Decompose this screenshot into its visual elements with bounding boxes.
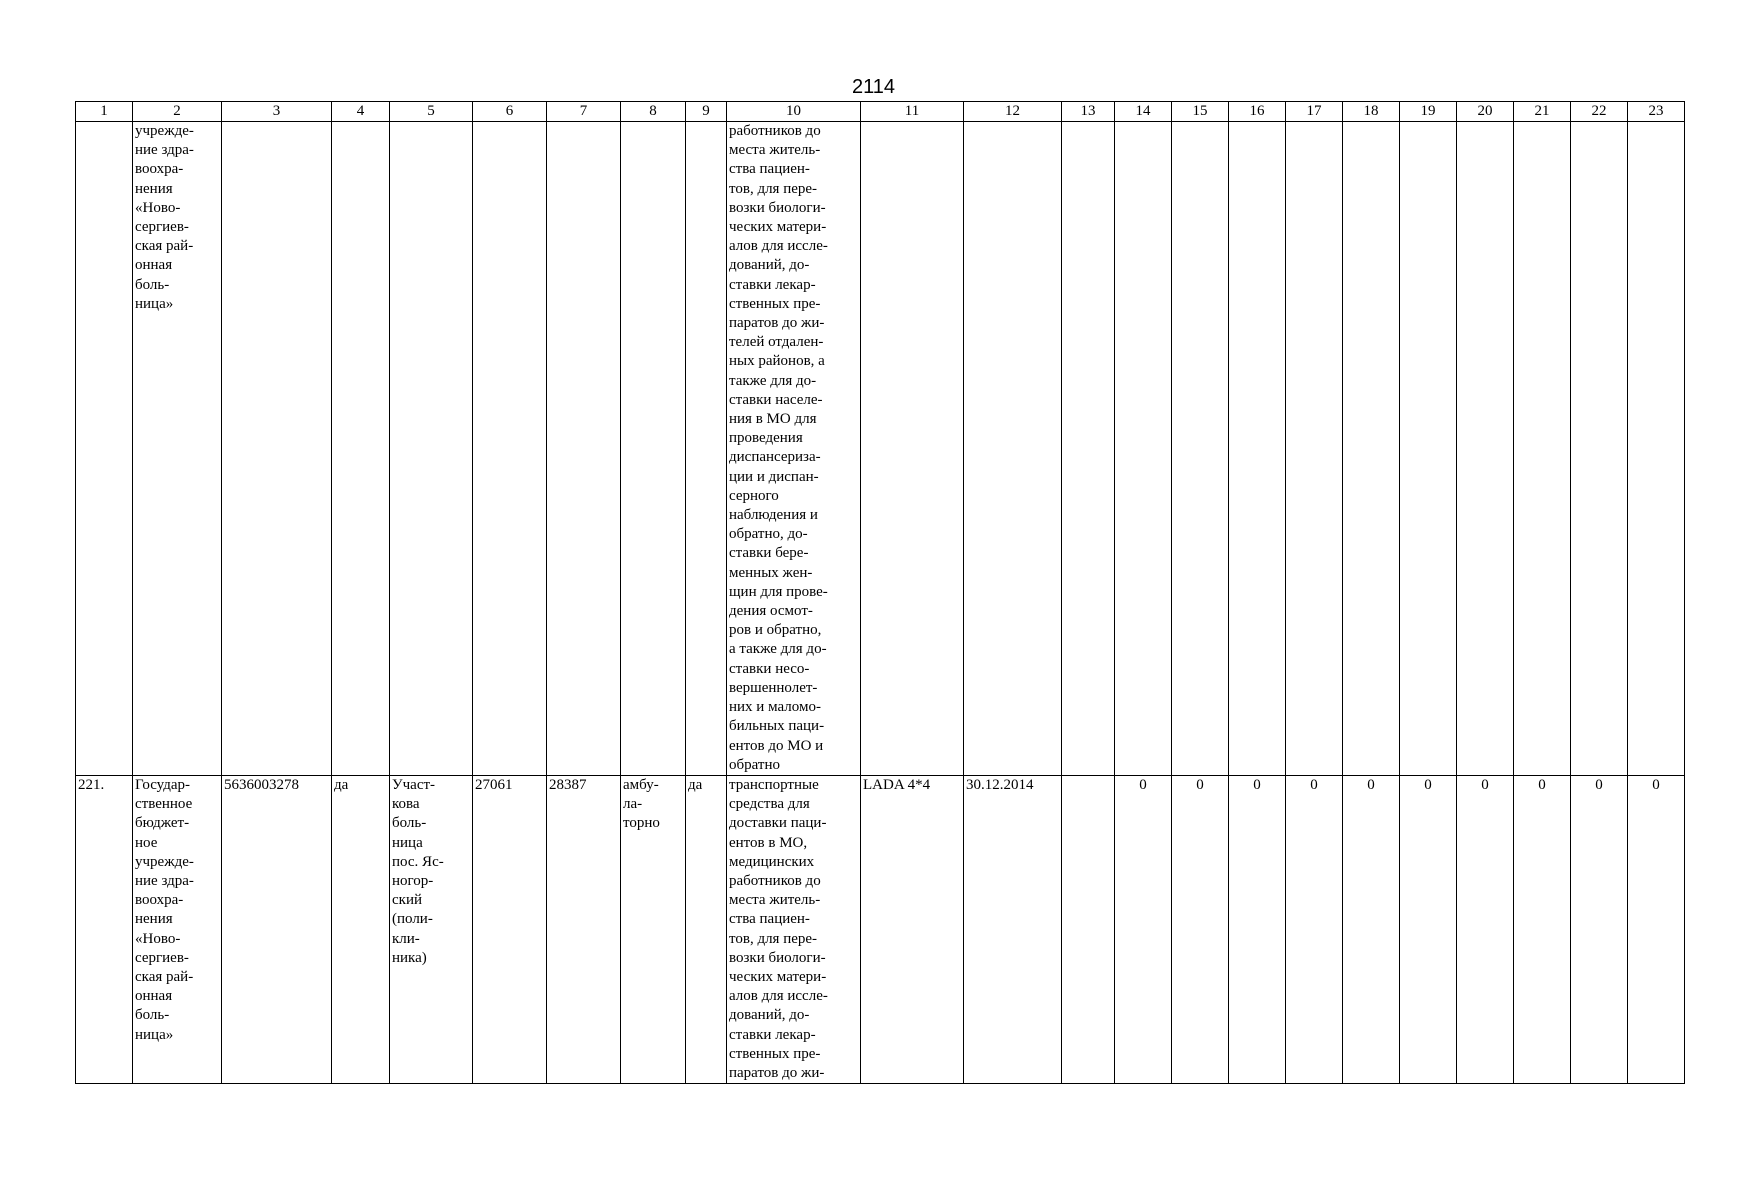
text-line: ния в МО для <box>729 411 817 428</box>
cell-col9: да <box>686 775 727 1083</box>
text-line: ции и диспан- <box>729 468 819 485</box>
text-line: ственных пре- <box>729 295 821 312</box>
text-line: амбу- <box>623 776 659 793</box>
text-line: транспортные <box>729 776 819 793</box>
header-cell: 14 <box>1115 102 1172 122</box>
text-line: «Ново- <box>135 930 181 947</box>
text-line: серного <box>729 487 779 504</box>
text-line: ров и обратно, <box>729 622 822 639</box>
text-line: кли- <box>392 930 420 947</box>
header-cell: 13 <box>1062 102 1115 122</box>
header-cell: 15 <box>1172 102 1229 122</box>
cell-inn: 5636003278 <box>222 775 332 1083</box>
cell-col20: 0 <box>1457 775 1514 1083</box>
header-cell: 2 <box>133 102 222 122</box>
text-line: средства для <box>729 796 810 813</box>
text-line: паратов до жи- <box>729 315 825 332</box>
text-line: а также для до- <box>729 641 827 658</box>
header-row <box>76 102 1685 122</box>
text-line: Участ- <box>392 776 436 793</box>
text-line: ница <box>392 834 423 851</box>
cell-empty <box>1062 122 1115 776</box>
header-cell: 16 <box>1229 102 1286 122</box>
text-line: дения осмот- <box>729 603 813 620</box>
cell-col23: 0 <box>1628 775 1685 1083</box>
text-line: доставки паци- <box>729 815 827 832</box>
header-cell: 18 <box>1343 102 1400 122</box>
text-line: торно <box>623 815 660 832</box>
header-cell: 20 <box>1457 102 1514 122</box>
table-row-221 <box>76 775 1685 1083</box>
cell-empty <box>686 122 727 776</box>
text-line: ентов до МО и <box>729 737 824 754</box>
text-line: боль- <box>135 276 170 293</box>
cell-empty <box>1457 122 1514 776</box>
header-cell: 4 <box>332 102 390 122</box>
cell-col18: 0 <box>1343 775 1400 1083</box>
text-line: диспансериза- <box>729 449 821 466</box>
text-line: (поли- <box>392 911 433 928</box>
cell-empty <box>1115 122 1172 776</box>
text-line: возки биологи- <box>729 199 826 216</box>
cell-col13 <box>1062 775 1115 1083</box>
text-line: ника) <box>392 949 427 966</box>
text-line: ская рай- <box>135 968 194 985</box>
cell-purpose <box>727 122 861 776</box>
cell-empty <box>1628 122 1685 776</box>
text-line: ентов в МО, <box>729 834 808 851</box>
text-line: ства пациен- <box>729 161 810 178</box>
text-line: ский <box>392 892 422 909</box>
text-line: ская рай- <box>135 238 194 255</box>
header-cell: 8 <box>621 102 686 122</box>
cell-institution <box>133 122 222 776</box>
text-line: ние здра- <box>135 142 194 159</box>
cell-number: 221. <box>76 775 133 1083</box>
header-cell: 10 <box>727 102 861 122</box>
text-line: учрежде- <box>135 853 194 870</box>
text-line: боль- <box>135 1007 170 1024</box>
text-line: онная <box>135 257 173 274</box>
text-line: боль- <box>392 815 427 832</box>
cell-empty <box>1400 122 1457 776</box>
header-cell: 21 <box>1514 102 1571 122</box>
cell-empty <box>861 122 964 776</box>
text-line: ставки бере- <box>729 545 809 562</box>
header-cell: 7 <box>547 102 621 122</box>
cell-col17: 0 <box>1286 775 1343 1083</box>
text-line: ставки населе- <box>729 391 823 408</box>
header-cell: 22 <box>1571 102 1628 122</box>
header-cell: 6 <box>473 102 547 122</box>
text-line: «Ново- <box>135 199 181 216</box>
text-line: ства пациен- <box>729 911 810 928</box>
text-line: воохра- <box>135 161 184 178</box>
cell-date: 30.12.2014 <box>964 775 1062 1083</box>
cell-empty <box>1343 122 1400 776</box>
text-line: работников до <box>729 123 821 139</box>
cell-empty <box>1172 122 1229 776</box>
cell-purpose <box>727 775 861 1083</box>
text-line: возки биологи- <box>729 949 826 966</box>
text-line: ческих матери- <box>729 219 827 236</box>
cell-empty <box>332 122 390 776</box>
header-cell: 19 <box>1400 102 1457 122</box>
text-line: ческих матери- <box>729 968 827 985</box>
text-line: ное <box>135 834 158 851</box>
cell-empty <box>964 122 1062 776</box>
text-line: алов для иссле- <box>729 988 828 1005</box>
header-cell: 12 <box>964 102 1062 122</box>
cell-empty <box>222 122 332 776</box>
cell-col19: 0 <box>1400 775 1457 1083</box>
cell-number <box>76 122 133 776</box>
table-row-continuation <box>76 122 1685 776</box>
header-cell: 1 <box>76 102 133 122</box>
text-line: бюджет- <box>135 815 190 832</box>
page-number: 2114 <box>851 76 895 98</box>
text-line: ственных пре- <box>729 1045 821 1062</box>
text-line: наблюдения и <box>729 507 818 524</box>
cell-vehicle-model: LADA 4*4 <box>861 775 964 1083</box>
cell-subdivision <box>390 775 473 1083</box>
text-line: ние здра- <box>135 872 194 889</box>
text-line: ственное <box>135 796 193 813</box>
header-cell: 9 <box>686 102 727 122</box>
text-line: ных районов, а <box>729 353 825 370</box>
cell-col6: 27061 <box>473 775 547 1083</box>
cell-col4: да <box>332 775 390 1083</box>
text-line: тов, для пере- <box>729 930 818 947</box>
text-line: щин для прове- <box>729 583 828 600</box>
text-line: воохра- <box>135 892 184 909</box>
text-line: ногор- <box>392 872 434 889</box>
cell-col21: 0 <box>1514 775 1571 1083</box>
header-cell: 11 <box>861 102 964 122</box>
cell-col16: 0 <box>1229 775 1286 1083</box>
text-line: паратов до жи- <box>729 1064 825 1081</box>
text-line: алов для иссле- <box>729 238 828 255</box>
cell-empty <box>390 122 473 776</box>
cell-empty <box>621 122 686 776</box>
cell-empty <box>473 122 547 776</box>
header-cell: 3 <box>222 102 332 122</box>
text-line: них и маломо- <box>729 699 821 716</box>
text-line: онная <box>135 988 173 1005</box>
text-line: сергиев- <box>135 949 189 966</box>
text-line: нения <box>135 180 173 197</box>
text-line: учрежде- <box>135 123 194 139</box>
cell-col15: 0 <box>1172 775 1229 1083</box>
cell-col14: 0 <box>1115 775 1172 1083</box>
text-line: ставки лекар- <box>729 276 816 293</box>
text-line: ставки несо- <box>729 660 810 677</box>
text-line: сергиев- <box>135 219 189 236</box>
text-line: дований, до- <box>729 1007 810 1024</box>
text-line: проведения <box>729 430 803 447</box>
cell-empty <box>1229 122 1286 776</box>
header-cell: 5 <box>390 102 473 122</box>
cell-col7: 28387 <box>547 775 621 1083</box>
text-line: ставки лекар- <box>729 1026 816 1043</box>
cell-empty <box>1571 122 1628 776</box>
text-line: ла- <box>623 796 643 813</box>
text-line: работников до <box>729 872 821 889</box>
cell-col22: 0 <box>1571 775 1628 1083</box>
text-line: ница» <box>135 1026 174 1043</box>
text-line: ница» <box>135 295 174 312</box>
cell-institution <box>133 775 222 1083</box>
text-line: обратно, до- <box>729 526 808 543</box>
text-line: дований, до- <box>729 257 810 274</box>
text-line: бильных паци- <box>729 718 825 735</box>
cell-care-type <box>621 775 686 1083</box>
text-line: вершеннолет- <box>729 679 818 696</box>
text-line: Государ- <box>135 776 191 793</box>
text-line: менных жен- <box>729 564 813 581</box>
text-line: тов, для пере- <box>729 180 818 197</box>
text-line: кова <box>392 796 420 813</box>
text-line: места житель- <box>729 142 821 159</box>
text-line: обратно <box>729 756 780 773</box>
text-line: пос. Яс- <box>392 853 444 870</box>
header-cell: 17 <box>1286 102 1343 122</box>
cell-empty <box>547 122 621 776</box>
text-line: нения <box>135 911 173 928</box>
text-line: телей отдален- <box>729 334 824 351</box>
cell-empty <box>1286 122 1343 776</box>
text-line: места житель- <box>729 892 821 909</box>
text-line: медицинских <box>729 853 815 870</box>
header-cell: 23 <box>1628 102 1685 122</box>
text-line: также для до- <box>729 372 817 389</box>
data-table <box>75 101 1685 1084</box>
cell-empty <box>1514 122 1571 776</box>
